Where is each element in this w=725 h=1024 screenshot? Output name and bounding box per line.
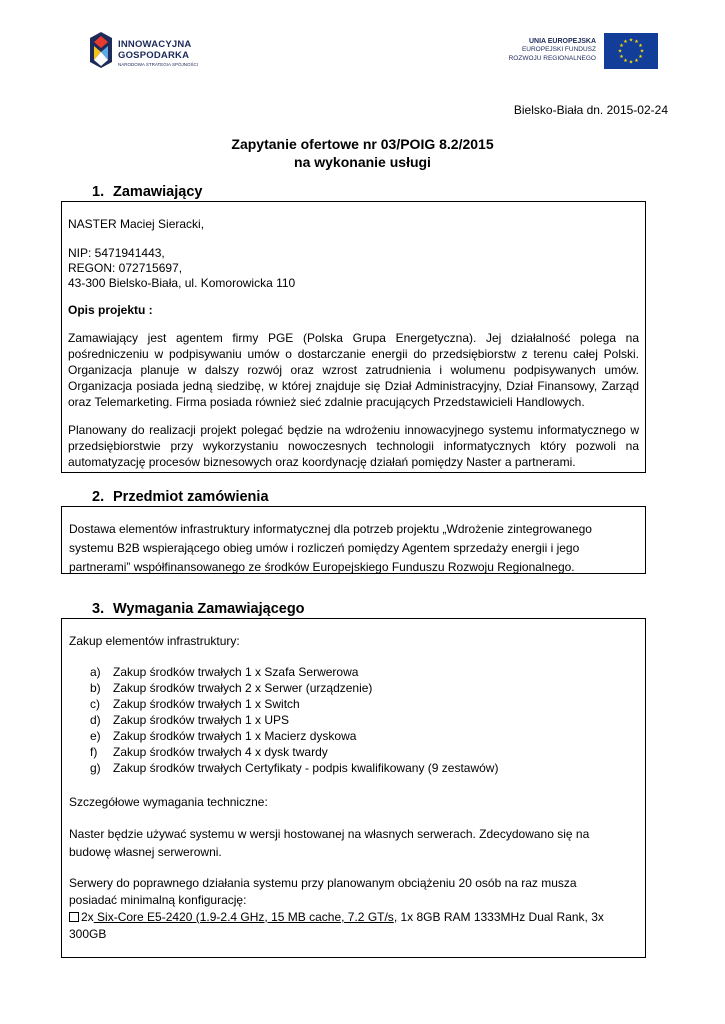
- section3-box: [61, 618, 646, 958]
- project-description-para2: Planowany do realizacji projekt polegać będzie na wdrożeniu innowacyjnego systemu informatycznego w przedsiębiorstwie przy wykorzystaniu nowoczesnych technologii informatycznych który pozwoli na automatyzację procesów biznesowych oraz koordynację działań pomiędzy Naster a partnerami.: [68, 423, 639, 469]
- eu-star-icon: ★: [638, 54, 643, 60]
- list-item-text: Zakup środków trwałych Certyfikaty - podpis kwalifikowany (9 zestawów): [113, 761, 499, 775]
- innowacyjna-gospodarka-logo: [90, 32, 210, 70]
- project-description-label: Opis projektu :: [68, 303, 153, 317]
- hosting-paragraph: Naster będzie używać systemu w wersji hostowanej na własnych serwerach. Zdecydowano się na budowę własnej serwerowni.: [69, 827, 590, 859]
- checkbox-icon: [69, 912, 79, 922]
- company-address: 43-300 Bielsko-Biała, ul. Komorowicka 110: [68, 276, 296, 290]
- config-cpu-spec: Six-Core E5-2420 (1.9-2.4 GHz, 15 MB cache, 7.2 GT/s: [93, 910, 394, 924]
- section1-box: [61, 201, 646, 473]
- list-item-text: Zakup środków trwałych 1 x UPS: [113, 713, 290, 727]
- list-item-letter: a): [90, 665, 101, 679]
- order-subject-text: Dostawa elementów infrastruktury informatycznej dla potrzeb projektu „Wdrożenie zintegrowanego systemu B2B wspierającego obieg umów i rozliczeń pomiędzy Agentem sprzedaży energii i jego partnerami” współfinansowanego ze środków Europejskiego Funduszu Rozwoju Regionalnego.: [69, 522, 592, 574]
- infrastructure-intro: Zakup elementów infrastruktury:: [69, 634, 240, 648]
- title-line1: Zapytanie ofertowe nr 03/POIG 8.2/2015: [231, 136, 494, 152]
- title-line2: na wykonanie usługi: [294, 154, 431, 170]
- list-item-letter: c): [90, 697, 100, 711]
- list-item: [90, 664, 498, 680]
- eu-logo-line3: ROZWOJU REGIONALNEGO: [508, 54, 596, 62]
- eu-fund-logo: [500, 33, 658, 69]
- eu-flag-icon: [604, 33, 658, 69]
- list-item: [90, 744, 498, 760]
- company-name: NASTER Maciej Sieracki,: [68, 217, 205, 231]
- section2-title: Przedmiot zamówienia: [113, 489, 269, 505]
- list-item-text: Zakup środków trwałych 2 x Serwer (urządzenie): [113, 681, 373, 695]
- eu-star-icon: ★: [634, 38, 639, 45]
- eu-star-icon: ★: [634, 58, 639, 65]
- eu-star-icon: ★: [628, 37, 634, 44]
- list-item-letter: b): [90, 681, 101, 695]
- eu-logo-text: [509, 37, 596, 63]
- list-item-letter: d): [90, 713, 101, 727]
- eu-star-icon: ★: [638, 43, 643, 49]
- list-item-letter: g): [90, 761, 101, 775]
- logo-line-innowacyjna: INNOWACYJNA: [118, 39, 192, 50]
- list-item: [90, 712, 498, 728]
- company-regon: REGON: 072715697,: [68, 261, 183, 275]
- section2-box: [61, 506, 646, 574]
- list-item-text: Zakup środków trwałych 4 x dysk twardy: [113, 745, 328, 759]
- company-nip: NIP: 5471941443,: [68, 246, 165, 260]
- section1-number: 1.: [92, 184, 105, 200]
- innowacyjna-gospodarka-emblem-icon: [90, 32, 112, 68]
- list-item: [90, 696, 498, 712]
- server-config-line: [69, 909, 625, 943]
- config-prefix: 2x: [81, 910, 94, 924]
- eu-star-icon: ★: [623, 58, 628, 65]
- eu-logo-line1: UNIA EUROPEJSKA: [528, 38, 596, 45]
- section1-title: Zamawiający: [113, 184, 203, 200]
- list-item-text: Zakup środków trwałych 1 x Macierz dyskowa: [113, 729, 357, 743]
- eu-star-icon: ★: [619, 43, 624, 49]
- eu-star-icon: ★: [619, 54, 624, 60]
- eu-star-icon: ★: [639, 48, 645, 55]
- section2-number: 2.: [92, 489, 105, 505]
- infrastructure-list: [90, 664, 498, 776]
- eu-star-icon: ★: [617, 48, 623, 55]
- section3-title: Wymagania Zamawiającego: [113, 601, 305, 617]
- list-item-text: Zakup środków trwałych 1 x Szafa Serwerowa: [113, 665, 359, 679]
- logo-line-strategia: NARODOWA STRATEGIA SPÓJNOŚCI: [118, 62, 199, 67]
- list-item: [90, 760, 498, 776]
- server-config-paragraph: Serwery do poprawnego działania systemu przy planowanym obciążeniu 20 osób na raz musza posiadać minimalną konfigurację:: [69, 876, 577, 907]
- project-description-para1: Zamawiający jest agentem firmy PGE (Polska Grupa Energetyczna). Jej działalność polega na pośredniczeniu w podpisywaniu umów o dostarczanie energii do przedsiębiorstw z terenu całej Polski. Organizacja planuje w dalszy rozwój oraz wzrost zatrudnienia i wolumenu podpisywanych umów. Organizacja posiada jedną siedzibę, w której znajduje się Dział Administracyjny, Dział Finansowy, Zarząd oraz Telemarketing. Firma posiada również sieć zdalnie pracujących Przedstawicieli Handlowych.: [68, 331, 639, 409]
- list-item: [90, 728, 498, 744]
- config-rest: , 1x 8GB RAM 1333MHz Dual Rank, 3x 300GB: [69, 910, 604, 941]
- section3-heading: [92, 601, 305, 617]
- logo-line-gospodarka: GOSPODARKA: [118, 50, 190, 61]
- section1-heading: [92, 184, 202, 200]
- technical-requirements-label: Szczegółowe wymagania techniczne:: [69, 795, 268, 809]
- section3-number: 3.: [92, 601, 105, 617]
- document-title: [0, 135, 725, 171]
- list-item-text: Zakup środków trwałych 1 x Switch: [113, 697, 300, 711]
- list-item-letter: f): [90, 745, 98, 759]
- list-item: [90, 680, 498, 696]
- document-date: Bielsko-Biała dn. 2015-02-24: [513, 103, 668, 117]
- eu-logo-line2: EUROPEJSKI FUNDUSZ: [521, 46, 596, 53]
- eu-star-icon: ★: [623, 38, 628, 45]
- eu-star-icon: ★: [628, 59, 634, 66]
- section2-heading: [92, 489, 269, 505]
- list-item-letter: e): [90, 729, 101, 743]
